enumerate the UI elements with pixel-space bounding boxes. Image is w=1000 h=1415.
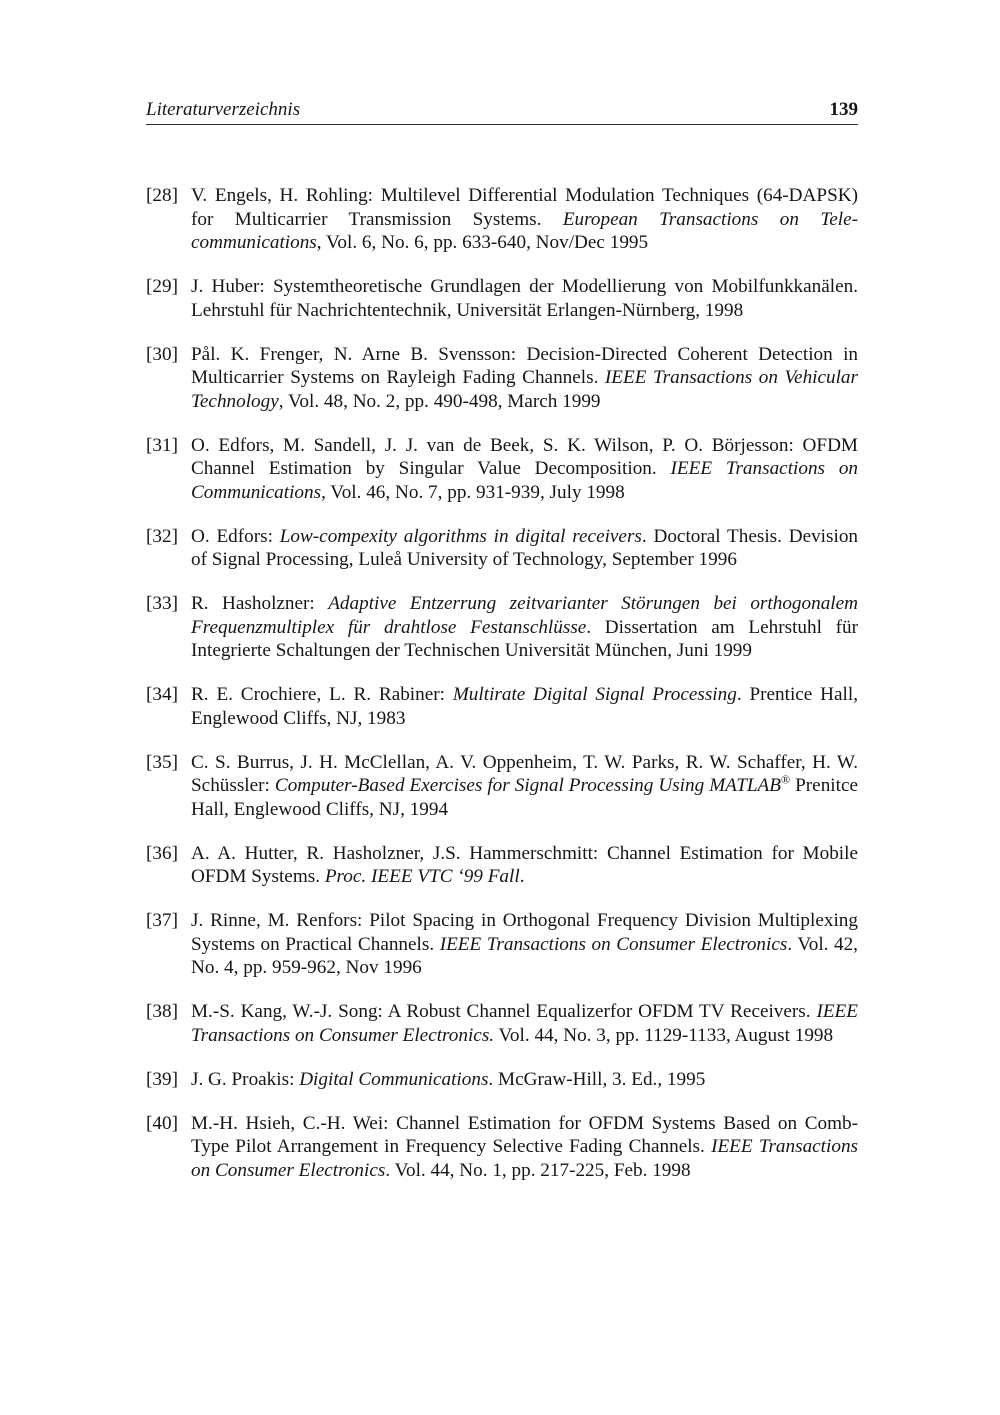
registered-mark: ®	[780, 772, 791, 787]
reference-number: [32]	[146, 525, 178, 547]
reference-details: . Vol. 42, No. 4, pp. 959-962, Nov 1996	[191, 933, 858, 978]
reference-entry	[146, 842, 858, 889]
reference-number: [33]	[146, 593, 178, 614]
reference-text	[191, 751, 858, 822]
reference-venue: IEEE Transactions on Consumer Electronics.	[191, 1001, 858, 1046]
reference-details: Prenitce Hall, Englewood Cliffs, NJ, 1994	[191, 775, 858, 820]
reference-details: . Doctoral Thesis. Devision of Signal Processing, Luleå University of Technology, September 1996	[191, 525, 859, 570]
reference-text	[191, 1112, 858, 1183]
reference-venue: IEEE Transactions on Consumer Electronics	[191, 1136, 858, 1181]
reference-entry	[146, 434, 858, 505]
reference-details: . Prentice Hall, Englewood Cliffs, NJ, 1983	[191, 684, 858, 729]
reference-authors: R. E. Crochiere, L. R. Rabiner:	[191, 684, 453, 705]
reference-authors: M.-H. Hsieh, C.-H. Wei:	[191, 1112, 397, 1134]
reference-number: [30]	[146, 343, 178, 365]
reference-title: Pilot Spacing in Orthogonal Frequency Division Multiplexing Systems on Practical Channels.	[191, 910, 858, 955]
reference-venue: Digital Communications	[299, 1068, 489, 1090]
reference-text	[191, 592, 858, 663]
reference-authors: C. S. Burrus, J. H. McClellan, A. V. Oppenheim, T. W. Parks, R. W. Schaffer, H. W. Schüssler:	[191, 751, 858, 796]
reference-entry	[146, 592, 858, 663]
reference-title: Channel Estimation for OFDM Systems Based on Comb-Type Pilot Arrangement in Frequency Selective Fading Channels.	[191, 1112, 858, 1157]
reference-entry	[146, 525, 858, 572]
reference-title: OFDM Channel Estimation by Singular Value Decomposition.	[191, 434, 858, 479]
reference-text	[191, 909, 858, 980]
reference-venue: Proc. IEEE VTC ‘99 Fall	[324, 866, 520, 887]
reference-venue: Adaptive Entzerrung zeitvarianter Störungen bei orthogonalem Frequenzmultiplex für drahtlose Festanschlüsse	[191, 593, 858, 638]
reference-text	[191, 434, 858, 505]
reference-venue: European Transactions on Telecommunications	[191, 208, 858, 253]
reference-entry	[146, 343, 858, 414]
reference-number: [39]	[146, 1068, 178, 1090]
reference-authors: V. Engels, H. Rohling:	[191, 185, 381, 206]
reference-text	[191, 275, 858, 322]
reference-entry	[146, 1000, 858, 1047]
reference-number: [36]	[146, 842, 178, 864]
reference-title: A Robust Channel Equalizerfor OFDM TV Receivers.	[387, 1001, 817, 1022]
reference-entry	[146, 1068, 858, 1092]
reference-authors: Pål. K. Frenger, N. Arne B. Svensson:	[191, 343, 527, 365]
reference-number: [29]	[146, 276, 178, 297]
reference-text	[191, 1000, 858, 1047]
running-title: Literaturverzeichnis	[146, 99, 301, 120]
reference-number: [31]	[146, 434, 178, 456]
reference-text	[191, 683, 858, 730]
page-number: 139	[829, 99, 858, 120]
reference-details: . Dissertation am Lehrstuhl für Integrierte Schaltungen der Technischen Universität München, Juni 1999	[191, 616, 858, 661]
reference-title: Multilevel Differential Modulation Techniques (64-DAPSK) for Multicarrier Transmission Systems.	[191, 185, 858, 230]
reference-number: [34]	[146, 684, 178, 705]
reference-number: [40]	[146, 1112, 178, 1134]
reference-text	[191, 1068, 858, 1092]
reference-venue: Multirate Digital Signal Processing	[452, 684, 737, 705]
reference-title: Channel Estimation for Mobile OFDM Systems.	[191, 842, 858, 887]
reference-text	[191, 525, 858, 572]
reference-entry	[146, 184, 858, 255]
reference-details: . Vol. 44, No. 1, pp. 217-225, Feb. 1998	[385, 1159, 691, 1181]
reference-authors: M.-S. Kang, W.-J. Song:	[191, 1001, 388, 1022]
reference-venue: IEEE Transactions on Communications	[191, 458, 859, 503]
reference-venue: Low-compexity algorithms in digital receivers	[279, 525, 642, 547]
reference-details: . McGraw-Hill, 3. Ed., 1995	[488, 1068, 706, 1090]
reference-entry	[146, 683, 858, 730]
reference-details: , Vol. 46, No. 7, pp. 931-939, July 1998	[321, 481, 625, 503]
reference-details: , Vol. 48, No. 2, pp. 490-498, March 1999	[278, 390, 601, 412]
reference-authors: J. Rinne, M. Renfors:	[191, 910, 370, 931]
reference-details: , Vol. 6, No. 6, pp. 633-640, Nov/Dec 1995	[316, 232, 649, 253]
reference-authors: J. Huber:	[191, 276, 273, 297]
reference-number: [38]	[146, 1001, 178, 1022]
running-header	[146, 98, 858, 125]
reference-authors: J. G. Proakis:	[191, 1068, 300, 1090]
reference-title: Systemtheoretische Grundlagen der Modellierung von Mobilfunkkanälen. Lehrstuhl für Nachrichtentechnik, Universität Erlangen-Nürnberg, 1998	[191, 276, 859, 321]
reference-entry	[146, 275, 858, 322]
reference-text	[191, 343, 858, 414]
reference-authors: O. Edfors:	[191, 525, 280, 547]
reference-authors: A. A. Hutter, R. Hasholzner, J.S. Hammerschmitt:	[191, 842, 607, 864]
reference-text	[191, 184, 858, 255]
reference-venue: IEEE Transactions on Vehicular Technology	[191, 367, 858, 412]
reference-list	[146, 184, 858, 1203]
reference-details: Vol. 44, No. 3, pp. 1129-1133, August 1998	[494, 1024, 834, 1046]
reference-entry	[146, 751, 858, 822]
reference-number: [28]	[146, 185, 178, 206]
reference-title: Decision-Directed Coherent Detection in Multicarrier Systems on Rayleigh Fading Channels.	[191, 343, 858, 388]
reference-text	[191, 842, 858, 889]
reference-venue: Computer-Based Exercises for Signal Processing Using MATLAB	[274, 775, 781, 796]
reference-entry	[146, 1112, 858, 1183]
reference-entry	[146, 909, 858, 980]
reference-details: .	[519, 866, 525, 887]
reference-authors: R. Hasholzner:	[191, 593, 329, 614]
reference-number: [37]	[146, 910, 178, 931]
reference-number: [35]	[146, 751, 178, 773]
reference-venue: IEEE Transactions on Consumer Electronics	[439, 933, 788, 955]
reference-authors: O. Edfors, M. Sandell, J. J. van de Beek, S. K. Wilson, P. O. Börjesson:	[191, 434, 803, 456]
